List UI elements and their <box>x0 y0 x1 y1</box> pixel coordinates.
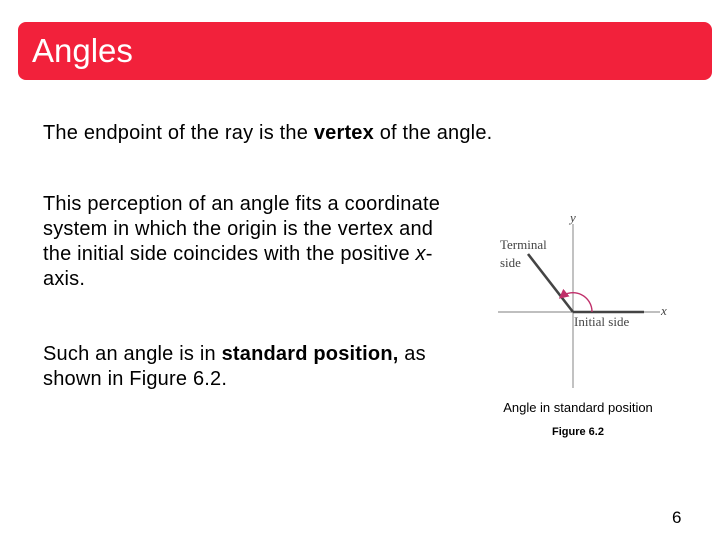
paragraph-standard-position <box>43 342 483 392</box>
p3-text-after: as shown in Figure 6.2. <box>43 343 426 390</box>
angle-diagram <box>494 208 674 392</box>
y-axis-label: y <box>570 210 576 225</box>
p1-text-after: of the angle. <box>373 122 493 144</box>
terminal-side-label-line2: side <box>500 255 521 270</box>
figure-number: Figure 6.2 <box>552 426 604 438</box>
p3-text-before: Such an angle is in <box>43 343 222 365</box>
terminal-side-label-line1: Terminal <box>500 237 547 252</box>
page-number: 6 <box>672 508 682 527</box>
p1-text-before: The endpoint of the ray is the <box>43 122 314 144</box>
p2-text-before: This perception of an angle fits a coordinate system in which the origin is the vertex and the initial side coincides with the positive <box>43 193 441 265</box>
p2-text-after: -axis. <box>43 243 433 290</box>
initial-side-label: Initial side <box>574 314 630 329</box>
angle-figure <box>494 208 674 392</box>
page-title: Angles <box>32 32 133 69</box>
title-bar <box>18 22 712 80</box>
p3-bold-standard-position: standard position, <box>221 343 399 365</box>
x-axis-label: x <box>661 303 667 318</box>
p1-bold-vertex: vertex <box>313 122 374 144</box>
p2-italic-x: x <box>415 243 426 265</box>
paragraph-vertex <box>43 121 663 146</box>
figure-caption: Angle in standard position <box>503 400 653 415</box>
terminal-side-ray <box>528 254 573 312</box>
paragraph-coordinate-system <box>43 192 463 292</box>
